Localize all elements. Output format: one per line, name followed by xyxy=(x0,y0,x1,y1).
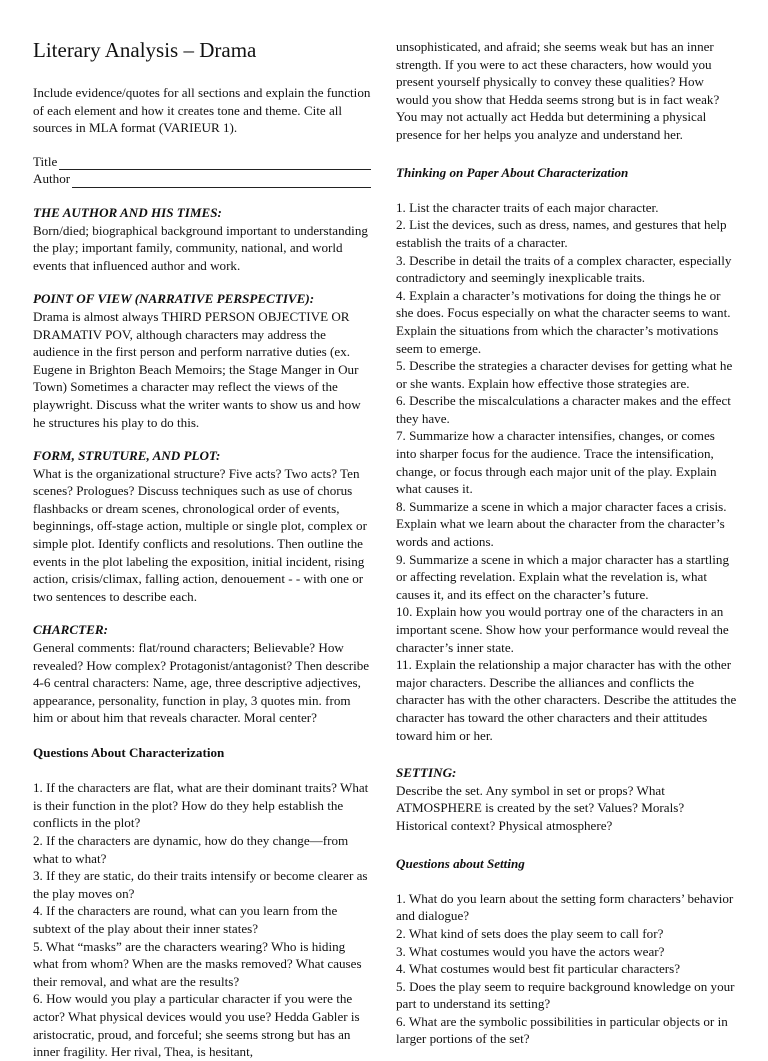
section-thinking xyxy=(396,164,737,745)
section-body: What is the organizational structure? Five acts? Two acts? Ten scenes? Prologues? Discuss techniques such as use of chorus flashbacks or dream scenes, chronological order of events, beginnings, off-stage action, multiple or single plot, complex or simple plot. Identify conflicts and resolutions. Then outline the events in the plot labeling the exposition, initial incident, rising action, crisis/climax, falling action, denouement - - with one or two sentences to describe each. xyxy=(33,465,367,604)
list-item: 5. Does the play seem to require background knowledge on your part to understand its setting? xyxy=(396,978,735,1012)
list-item: 1. List the character traits of each major character. xyxy=(396,199,659,215)
list-item: 11. Explain the relationship a major character has with the other major characters. Describe the alliances and conflicts the character has with the other characters. Describe the attitudes the character has toward the other characters and their attitudes toward him or her. xyxy=(396,657,737,743)
list-item: 5. Describe the strategies a character devises for getting what he or she wants. Explain how effective those strategies are. xyxy=(396,358,733,391)
section-setting xyxy=(396,764,737,834)
list-item: 1. If the characters are flat, what are their dominant traits? What is their function in the plot? How do they help establish the conflicts in the plot? xyxy=(33,780,369,831)
list-item: 4. If the characters are round, what can you learn from the subtext of the play about their inner states? xyxy=(33,903,338,936)
section-heading: Questions about Setting xyxy=(396,855,525,871)
section-heading: THE AUTHOR AND HIS TIMES: xyxy=(33,204,222,220)
author-field[interactable] xyxy=(33,170,371,188)
list-item: 3. If they are static, do their traits intensify or become clearer as the play moves on? xyxy=(33,868,368,901)
list-item: 5. What “masks” are the characters wearing? Who is hiding what from whom? When are the masks removed? What causes their removal, and what are the results? xyxy=(33,938,362,989)
section-heading: CHARCTER: xyxy=(33,622,108,638)
section-heading: POINT OF VIEW (NARRATIVE PERSPECTIVE): xyxy=(33,291,315,307)
list-item: 8. Summarize a scene in which a major character faces a crisis. Explain what we learn about the character from the character’s words and actions. xyxy=(396,498,727,550)
list-item xyxy=(33,990,371,1060)
section-body: General comments: flat/round characters; Believable? How revealed? How complex? Protagonist/antagonist? Then describe 4-6 central characters: Name, age, three descriptive adjectives, appearance, personality, function in play, 3 quotes min. from him or about him that reveals character. Moral center? xyxy=(33,640,370,726)
list-item: 3. What costumes would you have the actors wear? xyxy=(396,943,665,959)
title-field[interactable] xyxy=(33,153,371,171)
list-item: 2. If the characters are dynamic, how do they change—from what to what? xyxy=(33,832,349,866)
section-author xyxy=(33,204,371,274)
title-field-line[interactable] xyxy=(59,156,371,170)
list-item: 3. Describe in detail the traits of a complex character, especially contradictory and seemingly inexplicable traits. xyxy=(396,252,732,286)
title-field-label: Title xyxy=(33,153,58,169)
author-field-line[interactable] xyxy=(72,174,371,188)
page-title: Literary Analysis – Drama xyxy=(33,38,257,62)
section-heading: Thinking on Paper About Characterization xyxy=(396,164,629,180)
list-item: 10. Explain how you would portray one of the characters in an important scene. Show how your performance would reveal the character’s inner state. xyxy=(396,604,729,655)
section-character xyxy=(33,621,371,727)
list-item: 2. List the devices, such as dress, names, and gestures that help establish the traits of a character. xyxy=(396,217,727,250)
list-item: 6. What are the symbolic possibilities in particular objects or in larger portions of the set? xyxy=(396,1013,728,1047)
list-item-continued: unsophisticated, and afraid; she seems weak but has an inner strength. If you were to act these characters, how would you present yourself physically to convey these qualities? How would you show that Hedda seems strong but is in fact weak? You may not actually act Hedda but determining a physical presence for her helps you analyze and understand her. xyxy=(396,39,720,142)
list-item: 9. Summarize a scene in which a major character has a startling or affecting revelation. Explain what the revelation is, what causes it, and its effect on the character’s future. xyxy=(396,551,730,602)
list-item: 2. What kind of sets does the play seem to call for? xyxy=(396,925,664,941)
section-heading: SETTING: xyxy=(396,765,457,781)
list-item: 1. What do you learn about the setting form characters’ behavior and dialogue? xyxy=(396,890,734,924)
list-item: 4. What costumes would best fit particular characters? xyxy=(396,961,681,977)
section-form xyxy=(33,447,371,605)
list-item: 7. Summarize how a character intensifies, changes, or comes into sharper focus for the audience. Trace the intensification, change, or focus through each major unit of the play. Explain what causes it. xyxy=(396,428,717,497)
list-item: 4. Explain a character’s motivations for doing the things he or she does. Focus especially on what the character seems to want. Explain the situations from which the character’s motivations seem to emerge. xyxy=(396,287,731,356)
section-body: Describe the set. Any symbol in set or props? What ATMOSPHERE is created by the set? Values? Morals? Historical context? Physical atmosphere? xyxy=(396,782,685,833)
right-column xyxy=(396,38,737,1048)
section-body: Drama is almost always THIRD PERSON OBJECTIVE OR DRAMATIV POV, although characters may address the audience in the first person and perform narrative duties (ex. Eugene in Brighton Beach Memoirs; the Stage Manger in Our Town) Sometimes a character may reflect the views of the playwright. Discuss what the writer wants to show us and how he structures his play to do this. xyxy=(33,308,361,430)
list-item: 6. Describe the miscalculations a character makes and the effect they have. xyxy=(396,393,731,426)
list-item-text-part1: 6. How would you play a particular character if you were the actor? What physical devices would you use? Hedda Gabler is aristocratic, proud, and forceful; she seems strong but has an inner fragility. Her rival, Thea, is hesitant, xyxy=(33,991,360,1060)
section-body: Born/died; biographical background important to understanding the play; important family, community, national, and world events that influenced author and work. xyxy=(33,222,368,273)
intro-text: Include evidence/quotes for all sections and explain the function of each element and how it creates tone and theme. Cite all sources in MLA format (VARIEUR 1). xyxy=(33,85,371,136)
left-column xyxy=(33,38,371,1060)
section-heading: Questions About Characterization xyxy=(33,745,225,760)
section-questions-characterization xyxy=(33,744,371,1060)
section-heading: FORM, STRUTURE, AND PLOT: xyxy=(33,448,221,464)
author-field-label: Author xyxy=(33,171,71,187)
section-questions-setting xyxy=(396,855,737,1049)
section-pov xyxy=(33,290,371,431)
